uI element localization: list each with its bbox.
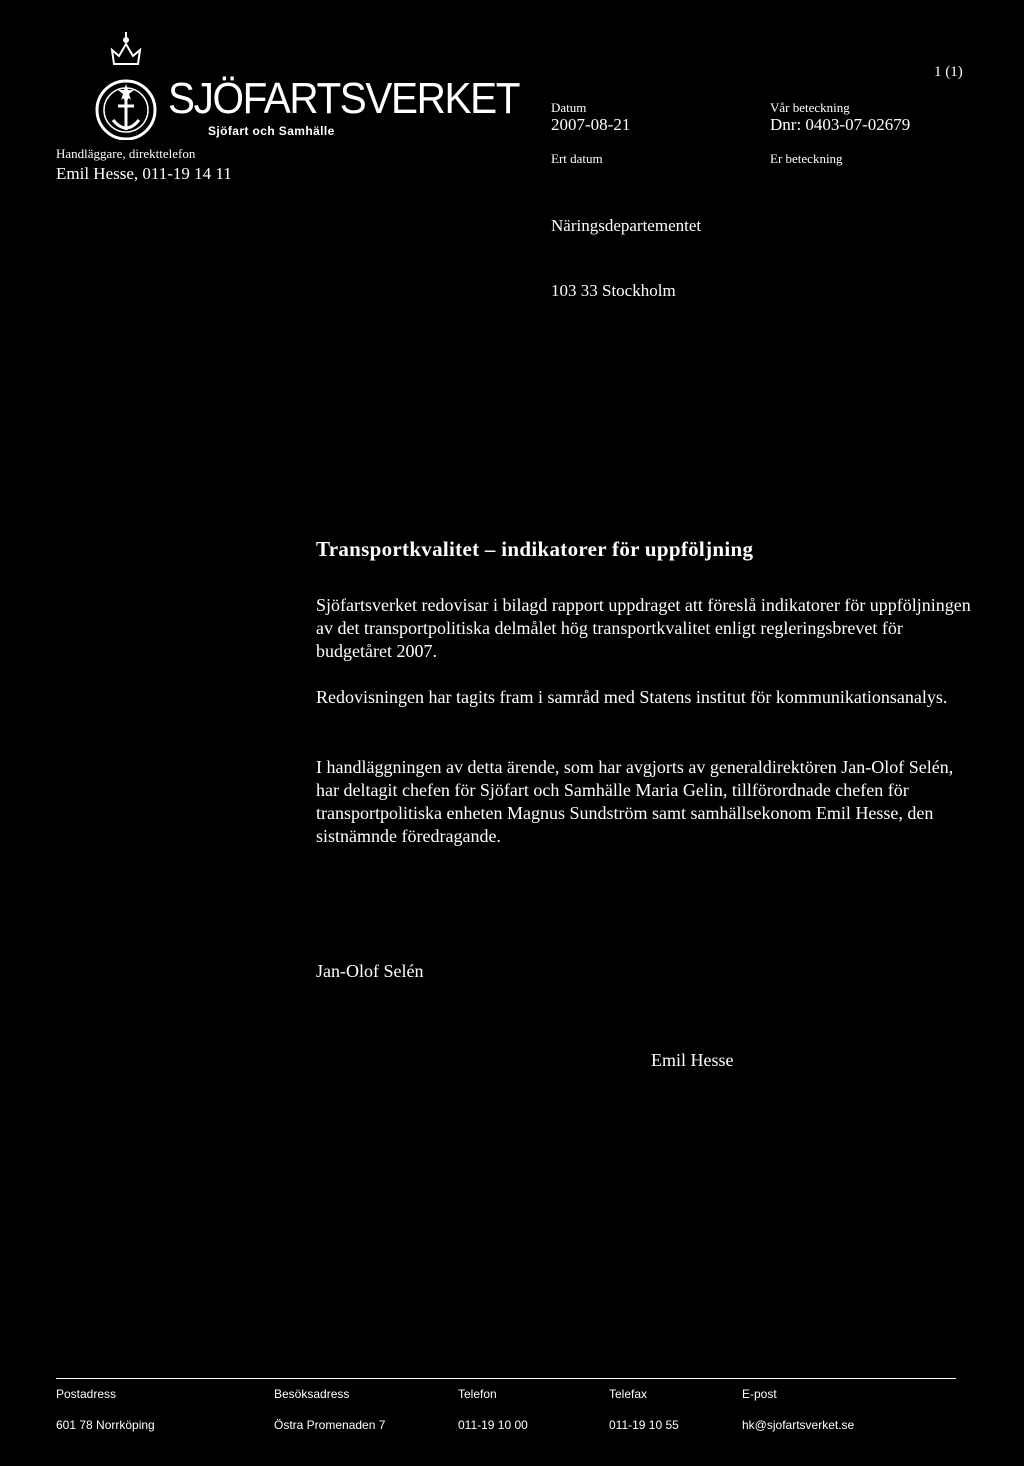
footer-visit-label: Besöksadress — [274, 1387, 350, 1401]
paragraph-2: Redovisningen har tagits fram i samråd med Statens institut för kommunikationsanalys. — [316, 687, 948, 707]
org-subtitle: Sjöfart och Samhälle — [208, 124, 335, 138]
document-title: Transportkvalitet – indikatorer för uppföljning — [316, 537, 754, 561]
handler-label: Handläggare, direkttelefon — [56, 146, 196, 161]
footer-fax-label: Telefax — [609, 1387, 648, 1401]
page-number: 1 (1) — [934, 64, 963, 80]
handler-value: Emil Hesse, 011-19 14 11 — [56, 164, 232, 183]
signature-first: Jan-Olof Selén — [316, 961, 424, 981]
crown-anchor-emblem-icon — [86, 22, 166, 140]
our-ref-value: Dnr: 0403-07-02679 — [770, 115, 911, 134]
paragraph-1: Sjöfartsverket redovisar i bilagd rapport uppdraget att föreslå indikatorer för uppföljningen av det transportpolitiska delmålet hög transportkvalitet enligt regleringsbrevet för budgetåret 2007. — [316, 595, 971, 661]
footer-postal-value: 601 78 Norrköping — [56, 1418, 155, 1432]
your-ref-label: Er beteckning — [770, 151, 843, 166]
org-name-logo: SJÖFARTSVERKET — [168, 74, 520, 123]
footer-email-label: E-post — [742, 1387, 777, 1401]
recipient-name: Näringsdepartementet — [551, 216, 702, 235]
date-label: Datum — [551, 100, 587, 115]
recipient-address: 103 33 Stockholm — [551, 281, 676, 300]
footer-email-value[interactable]: hk@sjofartsverket.se — [742, 1418, 855, 1432]
your-date-label: Ert datum — [551, 151, 603, 166]
paragraph-3: I handläggningen av detta ärende, som har avgjorts av generaldirektören Jan-Olof Selén, har deltagit chefen för Sjöfart och Samhälle Maria Gelin, tillförordnade chefen för transportpolitiska enheten Magnus Sundström samt samhällsekonom Emil Hesse, den sistnämnde föredragande. — [316, 757, 954, 846]
footer-postal-label: Postadress — [56, 1387, 117, 1401]
footer-divider — [56, 1378, 956, 1379]
footer-fax-value: 011-19 10 55 — [609, 1418, 679, 1432]
footer-visit-value: Östra Promenaden 7 — [274, 1418, 386, 1432]
footer-phone-label: Telefon — [458, 1387, 497, 1401]
our-ref-label: Vår beteckning — [770, 100, 850, 115]
signature-second: Emil Hesse — [651, 1050, 734, 1070]
footer-phone-value: 011-19 10 00 — [458, 1418, 528, 1432]
date-value: 2007-08-21 — [551, 115, 631, 134]
